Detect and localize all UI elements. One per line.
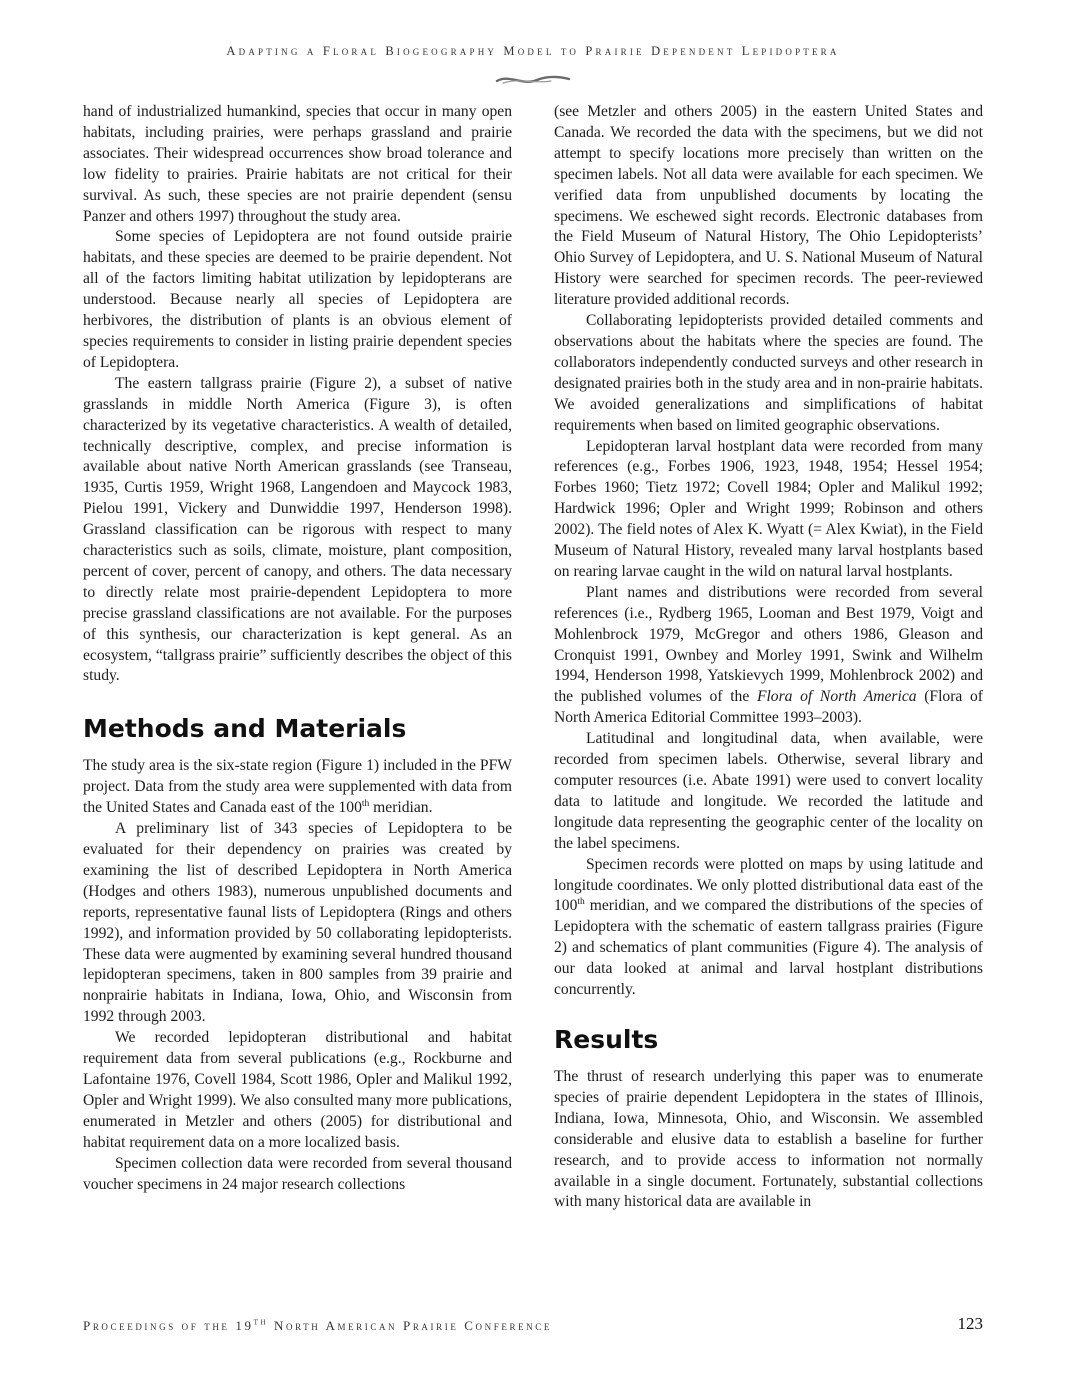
paragraph: (see Metzler and others 2005) in the eastern United States and Canada. We recorded the data with the specimens, but we did not attempt to specify locations more precisely than written on the specimen labels. Not all data were available for each specimen. We verified data from unpublished documents by locating the specimens. We eschewed sight records. Electronic databases from the Field Museum of Natural History, The Ohio Lepidopterists’ Ohio Survey of Lepidoptera, and U. S. National Museum of Natural History were searched for specimen records. The peer-reviewed literature provided additional records.: [554, 103, 983, 309]
paragraph: Collaborating lepidopterists provided detailed comments and observations about the habitats where the species are found. The collaborators independently conducted surveys and other research in designated prairies both in the study area and in non-prairie habitats. We avoided generalizations and simplifications of habitat requirements when based on limited geographic observations.: [554, 312, 983, 434]
left-column: [83, 102, 512, 1195]
paragraph: The thrust of research underlying this paper was to enumerate species of prairie dependent Lepidoptera in the states of Illinois, Indiana, Iowa, Minnesota, Ohio, and Wisconsin. We assembled considerable and elusive data to establish a baseline for further research, and to provide access to information not normally available in a single document. Fortunately, substantial collections with many historical data are available in: [554, 1067, 983, 1211]
swash-ornament-icon: [493, 72, 573, 88]
paragraph: Plant names and distributions were recorded from several references (i.e., Rydberg 1965, Looman and Best 1979, Voigt and Mohlenbrock 1979, McGregor and others 1986, Gleason and Cronquist 1991, Ownbey and Morley 1991, Swink and Wilhelm 1994, Henderson 1998, Yatskievych 1999, Mohlenbrock 2002) and the published volumes of the Flora of North America (Flora of North America Editorial Committee 1993–2003).: [554, 583, 983, 727]
paragraph: We recorded lepidopteran distributional and habitat requirement data from several publications (e.g., Rockburne and Lafontaine 1976, Covell 1984, Scott 1986, Opler and Malikul 1992, Opler and Wright 1999). We also consulted many more publications, enumerated in Metzler and others (2005) for distributional and habitat requirement data on a more localized basis.: [83, 1029, 512, 1151]
paragraph: A preliminary list of 343 species of Lepidoptera to be evaluated for their dependency on prairies was created by examining the list of described Lepidoptera in North America (Hodges and others 1983), numerous unpublished documents and reports, representative faunal lists of Lepidoptera (Rings and others 1992), and information provided by 50 collaborating lepidopterists. These data were augmented by examining several hundred thousand lepidopteran specimens, taken in 800 samples from 39 prairie and nonprairie habitats in Indiana, Iowa, Ohio, and Wisconsin from 1992 through 2003.: [83, 820, 512, 1026]
paragraph: The study area is the six-state region (Figure 1) included in the PFW project. Data from the study area were supplemented with data from the United States and Canada east of the 100th meridian.: [83, 757, 512, 817]
paragraph: Specimen records were plotted on maps by using latitude and longitude coordinates. We only plotted distributional data east of the 100th meridian, and we compared the distributions of the species of Lepidoptera with the schematic of eastern tallgrass prairies (Figure 2) and schematics of plant communities (Figure 4). The analysis of our data looked at animal and larval hostplant distributions concurrently.: [554, 855, 983, 999]
paragraph: Specimen collection data were recorded from several thousand voucher specimens in 24 major research collections: [83, 1154, 512, 1193]
paragraph: hand of industrialized humankind, species that occur in many open habitats, including prairies, were perhaps grassland and prairie associates. Their widespread occurrences show broad tolerance and low fidelity to prairies. Prairie habitats are not critical for their survival. As such, these species are not prairie dependent (sensu Panzer and others 1997) throughout the study area.: [83, 103, 512, 225]
right-column: [554, 102, 983, 1213]
paragraph: Latitudinal and longitudinal data, when available, were recorded from specimen labels. Otherwise, several library and computer resources (i.e. Abate 1991) were used to convert locality data to latitude and longitude. We recorded the latitude and longitude data representing the geographic center of the locality on the label specimens.: [554, 730, 983, 852]
section-heading-methods: Methods and Materials: [83, 714, 407, 744]
paragraph: Some species of Lepidoptera are not found outside prairie habitats, and these species are deemed to be prairie dependent. Not all of the factors limiting habitat utilization by lepidopterans are understood. Because nearly all species of Lepidoptera are herbivores, the distribution of plants is an obvious element of species requirements to consider in listing prairie dependent species of Lepidoptera.: [83, 228, 512, 371]
paragraph: Lepidopteran larval hostplant data were recorded from many references (e.g., Forbes 1906, 1923, 1948, 1954; Hessel 1954; Forbes 1960; Tietz 1972; Covell 1984; Opler and Malikul 1992; Hardwick 1996; Opler and Wright 1999; Robinson and others 2002). The field notes of Alex K. Wyatt (= Alex Kwiat), in the Field Museum of Natural History, revealed many larval hostplants based on rearing larvae caught in the wild on natural larval hostplants.: [554, 437, 983, 580]
page-number: 123: [957, 1314, 983, 1333]
section-heading-results: Results: [554, 1024, 659, 1054]
paragraph: The eastern tallgrass prairie (Figure 2), a subset of native grasslands in middle North America (Figure 3), is often characterized by its vegetative characteristics. A wealth of detailed, technically descriptive, complex, and precise information is available about native North American grasslands (see Transeau, 1935, Curtis 1959, Wright 1968, Langendoen and Maycock 1983, Pielou 1991, Vickery and Dunwiddie 1997, Henderson 1998). Grassland classification can be rigorous with respect to many characteristics such as soils, climate, moisture, plant composition, percent of cover, percent of canopy, and others. The data necessary to directly relate most prairie-dependent Lepidoptera to more precise grassland classifications are not available. For the purposes of this synthesis, our characterization is kept general. As an ecosystem, “tallgrass prairie” sufficiently describes the object of this study.: [83, 374, 512, 685]
footer-proceedings: Proceedings of the 19th North American Prairie Conference: [83, 1317, 552, 1333]
running-head: Adapting a Floral Biogeography Model to Prairie Dependent Lepidoptera: [226, 44, 840, 58]
